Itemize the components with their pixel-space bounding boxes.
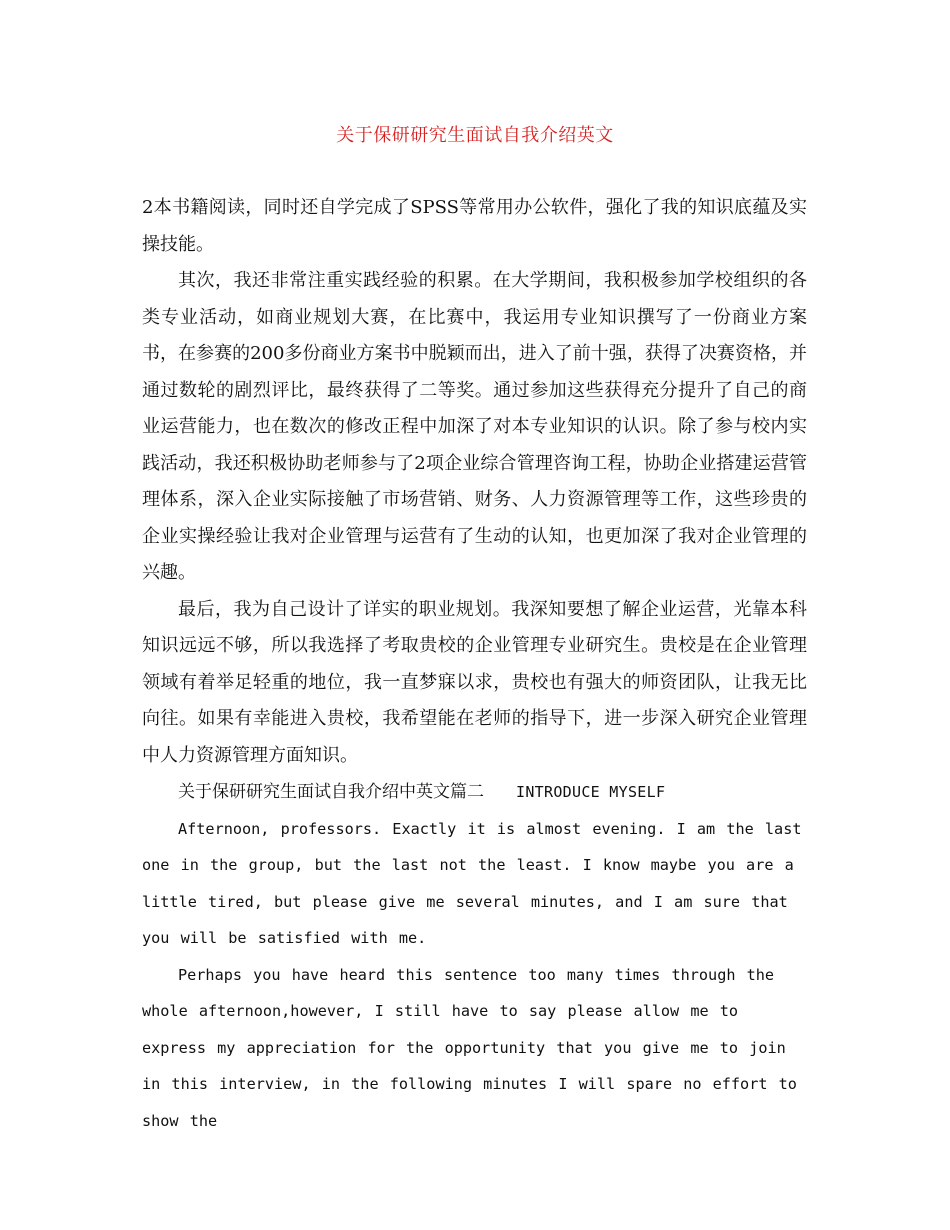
section-heading-en: INTRODUCE MYSELF xyxy=(516,783,666,801)
english-paragraph-1: Afternoon, professors. Exactly it is almost evening. I am the last one in the group, but the last not the least. I know maybe you are a little tired, but please give me several minutes, and I am sure that you will be satisfied with me. xyxy=(142,819,802,947)
section-heading-cn: 关于保研研究生面试自我介绍中英文篇二 xyxy=(178,782,484,802)
paragraph-1: 2本书籍阅读，同时还自学完成了SPSS等常用办公软件，强化了我的知识底蕴及实操技能。 xyxy=(142,197,807,255)
document-body xyxy=(142,190,807,1139)
paragraph-2: 其次，我还非常注重实践经验的积累。在大学期间，我积极参加学校组织的各类专业活动，如商业规划大赛，在比赛中，我运用专业知识撰写了一份商业方案书，在参赛的200多份商业方案书中脱颖而出，进入了前十强，获得了决赛资格，并通过数轮的剧烈评比，最终获得了二等奖。通过参加这些获得充分提升了自己的商业运营能力，也在数次的修改正程中加深了对本专业知识的认识。除了参与校内实践活动，我还积极协助老师参与了2项企业综合管理咨询工程，协助企业搭建运营管理体系，深入企业实际接触了市场营销、财务、人力资源管理等工作，这些珍贵的企业实操经验让我对企业管理与运营有了生动的认知，也更加深了我对企业管理的兴趣。 xyxy=(142,270,807,583)
document-title: 关于保研研究生面试自我介绍英文 xyxy=(336,125,614,146)
english-paragraph-2: Perhaps you have heard this sentence too many times through the whole afternoon,however, I still have to say please allow me to express my appreciation for the opportunity that you give me to join in this interview, in the following minutes I will spare no effort to show the xyxy=(142,965,797,1130)
paragraph-3: 最后，我为自己设计了详实的职业规划。我深知要想了解企业运营，光靠本科知识远远不够，所以我选择了考取贵校的企业管理专业研究生。贵校是在企业管理领域有着举足轻重的地位，我一直梦寐以求，贵校也有强大的师资团队，让我无比向往。如果有幸能进入贵校，我希望能在老师的指导下，进一步深入研究企业管理中人力资源管理方面知识。 xyxy=(142,598,807,766)
section-heading xyxy=(142,774,807,811)
